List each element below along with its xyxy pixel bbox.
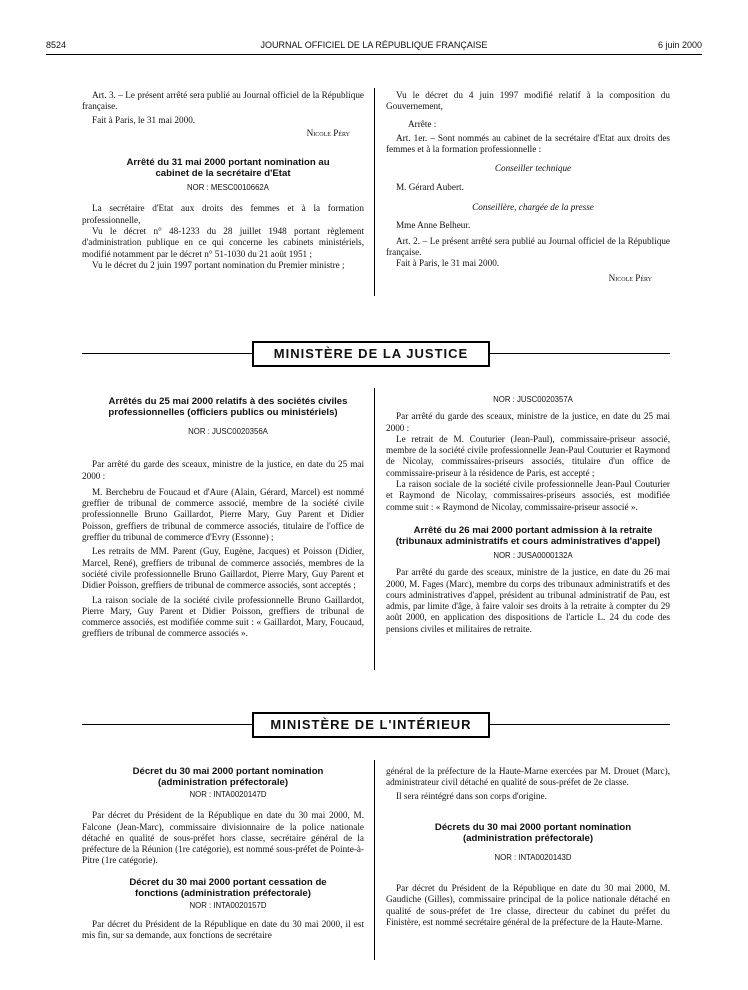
justice-left-column [82, 396, 364, 640]
interieur-right-column [386, 766, 670, 928]
paragraph: Les retraits de MM. Parent (Guy, Eugène, Jacques) et Poisson (Didier, Marcel, René), greffiers de tribunal de commerce associés, membres de la société civile professionnelle Bruno Gaillardot, Pierre Mary, Guy Parent et Didier Poisson, greffiers de tribunal de commerce associés, sont acceptés ; [82, 546, 364, 591]
paragraph: Vu le décret du 4 juin 1997 modifié relatif à la composition du Gouvernement, [386, 90, 670, 112]
page-number: 8524 [46, 40, 67, 50]
paragraph: Il sera réintégré dans son corps d'origine. [396, 790, 547, 801]
interieur-left-column [82, 766, 364, 942]
top-right-column [386, 90, 670, 284]
article-1: Art. 1er. – Sont nommés au cabinet de la secrétaire d'Etat aux droits des femmes et à la formation professionnelle : [386, 132, 670, 155]
fait-a-paris: Fait à Paris, le 31 mai 2000. [396, 258, 500, 269]
paragraph: La raison sociale de la société civile professionnelle Jean-Paul Couturier et Raymond de Nicolay, commissaires-priseurs associés, est modifiée comme suit : « Raymond de Nicolay, commissaire-priseur associé ». [386, 479, 670, 512]
decree-title: Décrets du 30 mai 2000 portant nomination (administration préfectorale) [434, 821, 632, 844]
paragraph: Par arrêté du garde des sceaux, ministre de la justice, en date du 26 mai 2000, M. Fages (Marc), membre du corps des tribunaux administratifs et des cours administratives d'appel, président au tribunal administratif de Pau, est admis, par limite d'âge, à faire valoir ses droits à la retraite à compter du 29 août 2000, en application des dispositions de l'article L. 24 du code des pensions civiles et militaires de retraite. [386, 567, 670, 634]
paragraph: Par décret du Président de la République en date du 30 mai 2000, il est mis fin, sur sa demande, aux fonctions de secrétaire [82, 919, 364, 941]
article-3: Art. 3. – Le présent arrêté sera publié au Journal officiel de la République française. [82, 90, 364, 112]
issue-date: 6 juin 2000 [657, 40, 702, 50]
nor-reference: NOR : JUSA0000132A [493, 550, 573, 560]
top-left-column [82, 90, 364, 271]
decree-title: Arrêté du 26 mai 2000 portant admission à la retraite (tribunaux administratifs et cours administratives d'appel) [395, 524, 661, 547]
decree-title: Arrêté du 31 mai 2000 portant nomination au cabinet de la secrétaire d'Etat [126, 157, 330, 180]
paragraph: Le retrait de M. Couturier (Jean-Paul), commissaire-priseur associé, membre de la société civile professionnelle Jean-Paul Couturier et Raymond de Nicolay, commissaires-priseurs associés, titulaire d'un office de commissaire-priseur à la résidence de Paris, est accepté ; [386, 433, 670, 478]
paragraph: Par arrêté du garde des sceaux, ministre de la justice, en date du 25 mai 2000 : [82, 459, 364, 481]
nor-reference: NOR : INTA0020147D [189, 790, 267, 799]
role-heading: Conseiller technique [494, 163, 572, 174]
column-divider-interieur [374, 760, 375, 960]
nor-reference: NOR : JUSC0020356A [188, 427, 268, 436]
decree-title: Arrêtés du 25 mai 2000 relatifs à des sociétés civiles professionnelles (officiers publics ou ministériels) [108, 396, 348, 418]
paragraph: Vu le décret du 2 juin 1997 portant nomination du Premier ministre ; [92, 259, 345, 270]
signature: Nicole Péry [306, 127, 350, 138]
decree-title: Décret du 30 mai 2000 portant cessation de fonctions (administration préfectorale) [129, 876, 327, 899]
appointee-name: Mme Anne Belheur. [396, 220, 471, 231]
journal-title: JOURNAL OFFICIEL DE LA RÉPUBLIQUE FRANÇAISE [260, 40, 488, 50]
header-rule [46, 54, 702, 55]
paragraph: M. Berchebru de Foucaud et d'Aure (Alain, Gérard, Marcel) est nommé greffier de tribunal de commerce associé, membre de la société civile professionnelle Bruno Gaillardot, Pierre Mary, Guy Parent et Didier Poisson, greffiers de tribunal de commerce associés, titulaire de l'office de greffier du tribunal de commerce d'Evry (Essonne) ; [82, 486, 364, 543]
column-divider-justice [374, 388, 375, 670]
appointee-name: M. Gérard Aubert. [396, 181, 464, 192]
nor-reference: NOR : INTA0020143D [494, 852, 572, 862]
section-banner-interieur: MINISTÈRE DE L'INTÉRIEUR [252, 712, 490, 738]
column-divider-top [374, 88, 375, 296]
arrete-label: Arrête : [408, 118, 437, 129]
paragraph: général de la préfecture de la Haute-Marne exercées par M. Drouet (Marc), administrateur civil détaché en qualité de sous-préfet de 2e classe. [386, 766, 670, 788]
role-heading: Conseillère, chargée de la presse [472, 202, 594, 213]
paragraph: Par décret du Président de la République en date du 30 mai 2000, M. Gaudiche (Gilles), commissaire principal de la police nationale détaché en qualité de sous-préfet de 1re classe, directeur du cabinet du préfet du Finistère, est nommé secrétaire général de la préfecture de la Haute-Marne. [386, 883, 670, 928]
nor-reference: NOR : JUSC0020357A [493, 395, 573, 404]
nor-reference: NOR : INTA0020157D [189, 900, 267, 910]
section-banner-justice: MINISTÈRE DE LA JUSTICE [252, 341, 490, 367]
fait-a-paris: Fait à Paris, le 31 mai 2000. [92, 114, 196, 125]
article-2: Art. 2. – Le présent arrêté sera publié au Journal officiel de la République française. [386, 235, 670, 257]
paragraph: Par décret du Président de la République en date du 30 mai 2000, M. Falcone (Jean-Marc), commissaire divisionnaire de la police nationale détaché en qualité de sous-préfet hors classe, secrétaire général de la préfecture de la Réunion (1re catégorie), est nommé sous-préfet de Pointe-à-Pitre (1re catégorie). [82, 810, 364, 866]
paragraph: La raison sociale de la société civile professionnelle Bruno Gaillardot, Pierre Mary, Guy Parent et Didier Poisson, greffiers de tribunal de commerce associés, est modifiée comme suit : « Gaillardot, Mary, Foucaud, greffiers de tribunal de commerce associés ». [82, 594, 364, 639]
justice-right-column [386, 394, 670, 635]
nor-reference: NOR : MESC0010662A [187, 183, 269, 193]
signature: Nicole Péry [608, 272, 652, 283]
decree-title: Décret du 30 mai 2000 portant nomination (administration préfectorale) [132, 766, 324, 788]
paragraph: Vu le décret n° 48-1233 du 28 juillet 1948 portant règlement d'administration publique en ce qui concerne les cabinets ministériels, modifié notamment par le décret n° 51-1030 du 21 août 1951 ; [82, 226, 364, 259]
paragraph: La secrétaire d'Etat aux droits des femmes et à la formation professionnelle, [82, 203, 364, 225]
paragraph: Par arrêté du garde des sceaux, ministre de la justice, en date du 25 mai 2000 : [386, 411, 670, 433]
